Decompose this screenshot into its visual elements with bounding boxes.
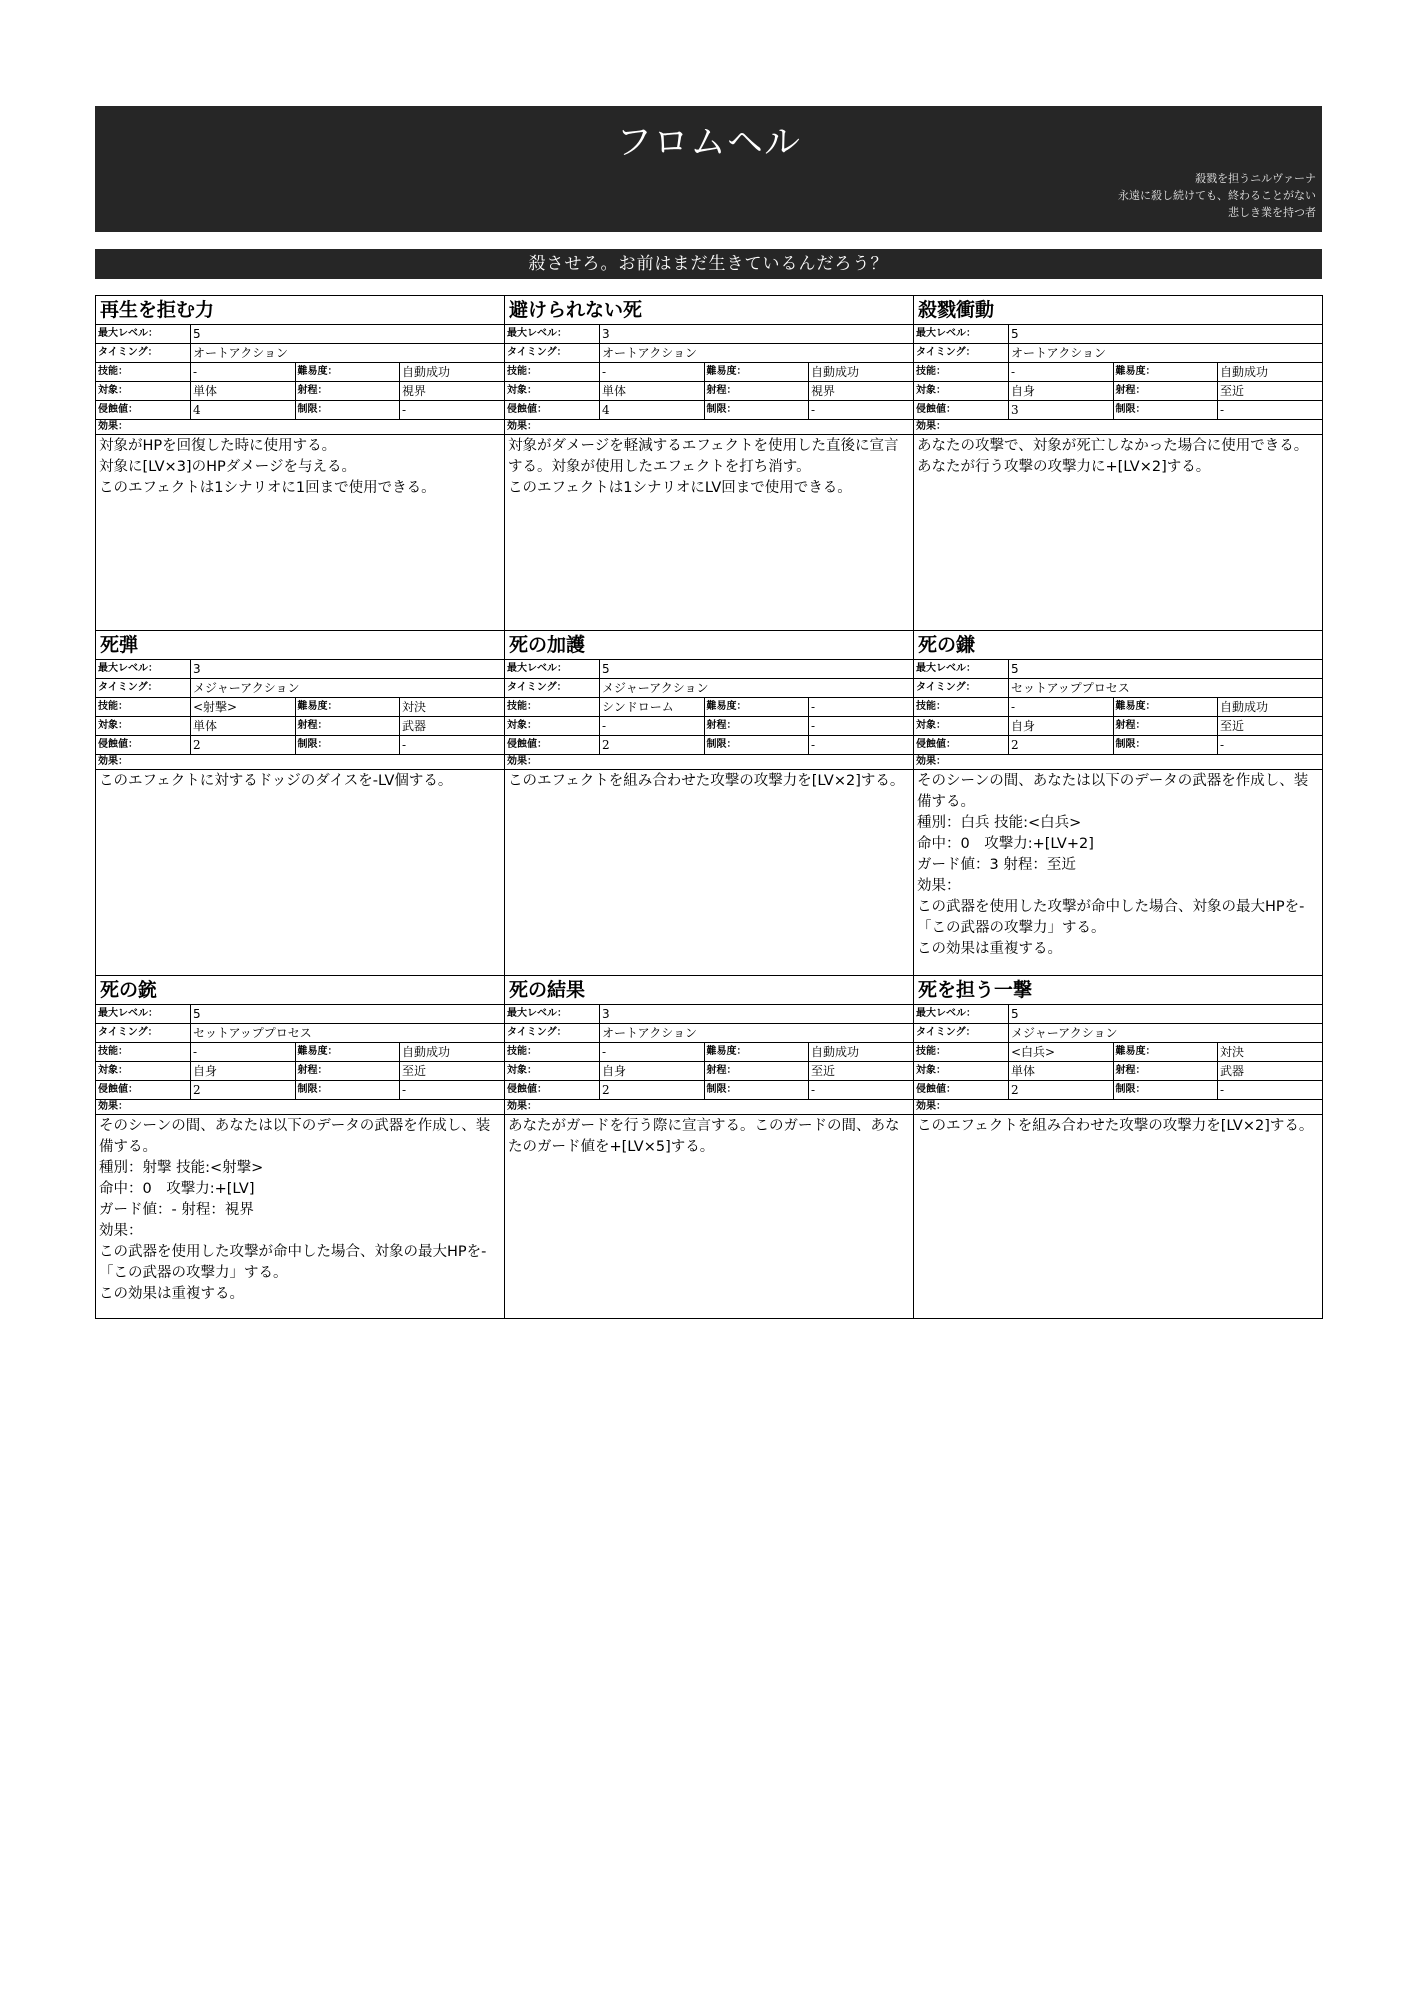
timing-value: メジャーアクション bbox=[600, 679, 914, 698]
range-label: 射程： bbox=[704, 717, 809, 736]
target-value: 単体 bbox=[191, 382, 296, 401]
timing-label: タイミング： bbox=[505, 1024, 600, 1043]
limit-label: 制限： bbox=[295, 1081, 400, 1100]
skill-label: 技能： bbox=[914, 698, 1009, 717]
range-value: 武器 bbox=[1218, 1062, 1323, 1081]
target-label: 対象： bbox=[505, 717, 600, 736]
skill-label: 技能： bbox=[505, 363, 600, 382]
skill-value: - bbox=[1009, 698, 1114, 717]
timing-label: タイミング： bbox=[914, 679, 1009, 698]
difficulty-value: 自動成功 bbox=[400, 363, 505, 382]
difficulty-label: 難易度： bbox=[295, 363, 400, 382]
effect-line: このエフェクトは1シナリオにLV回まで使用できる。 bbox=[508, 480, 852, 496]
effect-label: 効果： bbox=[914, 420, 1322, 435]
limit-value: - bbox=[400, 1081, 505, 1100]
max-level-value: 5 bbox=[191, 1005, 505, 1024]
timing-value: オートアクション bbox=[191, 344, 505, 363]
effect-line: 効果： bbox=[917, 878, 961, 894]
erosion-label: 侵蝕値： bbox=[505, 1081, 600, 1100]
effect-label: 効果： bbox=[505, 420, 913, 435]
effect-card bbox=[96, 631, 505, 976]
skill-label: 技能： bbox=[914, 1043, 1009, 1062]
erosion-value: 2 bbox=[191, 1081, 296, 1100]
erosion-value: 4 bbox=[600, 401, 705, 420]
range-value: - bbox=[809, 717, 914, 736]
effect-text bbox=[96, 770, 504, 975]
effect-name: 死を担う一撃 bbox=[914, 976, 1322, 1005]
effect-fields bbox=[505, 660, 913, 755]
target-label: 対象： bbox=[96, 382, 191, 401]
range-value: 視界 bbox=[809, 382, 914, 401]
target-value: 単体 bbox=[600, 382, 705, 401]
timing-value: メジャーアクション bbox=[191, 679, 505, 698]
effects-row bbox=[96, 631, 1323, 976]
effects-row bbox=[96, 296, 1323, 631]
effect-line: このエフェクトを組み合わせた攻撃の攻撃力を[LV×2]する。 bbox=[917, 1118, 1314, 1134]
erosion-label: 侵蝕値： bbox=[96, 1081, 191, 1100]
effect-name: 死の鎌 bbox=[914, 631, 1322, 660]
timing-value: オートアクション bbox=[1009, 344, 1323, 363]
skill-value: <白兵> bbox=[1009, 1043, 1114, 1062]
timing-label: タイミング： bbox=[96, 679, 191, 698]
skill-label: 技能： bbox=[505, 698, 600, 717]
timing-label: タイミング： bbox=[505, 344, 600, 363]
effect-card bbox=[505, 976, 914, 1319]
effect-line: 効果： bbox=[99, 1223, 143, 1239]
target-value: 自身 bbox=[1009, 717, 1114, 736]
range-value: 至近 bbox=[1218, 717, 1323, 736]
effect-fields bbox=[914, 325, 1322, 420]
effect-text bbox=[505, 1115, 913, 1318]
effect-text bbox=[96, 1115, 504, 1318]
effect-text bbox=[914, 1115, 1322, 1318]
max-level-label: 最大レベル： bbox=[96, 325, 191, 344]
difficulty-label: 難易度： bbox=[704, 1043, 809, 1062]
effect-line: 対象がHPを回復した時に使用する。 bbox=[99, 438, 337, 454]
subtitle-line: 殺戮を担うニルヴァーナ bbox=[1195, 172, 1316, 185]
timing-label: タイミング： bbox=[505, 679, 600, 698]
erosion-label: 侵蝕値： bbox=[505, 401, 600, 420]
range-label: 射程： bbox=[1113, 717, 1218, 736]
effect-label: 効果： bbox=[505, 1100, 913, 1115]
difficulty-label: 難易度： bbox=[1113, 1043, 1218, 1062]
difficulty-label: 難易度： bbox=[704, 363, 809, 382]
effect-line: 命中：0 攻撃力:+[LV+2] bbox=[917, 836, 1094, 852]
skill-value: - bbox=[191, 363, 296, 382]
effect-fields bbox=[505, 1005, 913, 1100]
limit-label: 制限： bbox=[704, 1081, 809, 1100]
max-level-value: 5 bbox=[1009, 1005, 1323, 1024]
effect-line: 対象に[LV×3]のHPダメージを与える。 bbox=[99, 459, 356, 475]
effect-line: このエフェクトを組み合わせた攻撃の攻撃力を[LV×2]する。 bbox=[508, 773, 905, 789]
max-level-value: 3 bbox=[600, 1005, 914, 1024]
effect-fields bbox=[914, 660, 1322, 755]
effect-line: 種別：白兵 技能:<白兵> bbox=[917, 815, 1082, 831]
max-level-value: 5 bbox=[600, 660, 914, 679]
max-level-label: 最大レベル： bbox=[914, 1005, 1009, 1024]
limit-label: 制限： bbox=[704, 736, 809, 755]
range-label: 射程： bbox=[1113, 382, 1218, 401]
subtitle-line: 悲しき業を持つ者 bbox=[1228, 206, 1316, 219]
target-label: 対象： bbox=[505, 382, 600, 401]
difficulty-value: 自動成功 bbox=[400, 1043, 505, 1062]
effect-card bbox=[914, 976, 1323, 1319]
target-label: 対象： bbox=[914, 1062, 1009, 1081]
difficulty-label: 難易度： bbox=[704, 698, 809, 717]
effect-line: この効果は重複する。 bbox=[99, 1286, 244, 1302]
max-level-label: 最大レベル： bbox=[505, 1005, 600, 1024]
range-value: 至近 bbox=[1218, 382, 1323, 401]
effect-line: 命中：0 攻撃力:+[LV] bbox=[99, 1181, 255, 1197]
skill-label: 技能： bbox=[96, 698, 191, 717]
effect-fields bbox=[914, 1005, 1322, 1100]
erosion-value: 4 bbox=[191, 401, 296, 420]
effect-fields bbox=[505, 325, 913, 420]
effect-line: そのシーンの間、あなたは以下のデータの武器を作成し、装備する。 bbox=[99, 1118, 491, 1155]
erosion-value: 2 bbox=[1009, 1081, 1114, 1100]
range-label: 射程： bbox=[295, 1062, 400, 1081]
skill-label: 技能： bbox=[914, 363, 1009, 382]
max-level-value: 5 bbox=[1009, 325, 1323, 344]
max-level-value: 3 bbox=[600, 325, 914, 344]
target-value: 単体 bbox=[1009, 1062, 1114, 1081]
limit-value: - bbox=[809, 1081, 914, 1100]
max-level-label: 最大レベル： bbox=[505, 325, 600, 344]
erosion-label: 侵蝕値： bbox=[96, 736, 191, 755]
effect-card bbox=[914, 296, 1323, 631]
effect-name: 死弾 bbox=[96, 631, 504, 660]
range-label: 射程： bbox=[295, 382, 400, 401]
effect-line: 種別：射撃 技能:<射撃> bbox=[99, 1160, 264, 1176]
erosion-label: 侵蝕値： bbox=[914, 736, 1009, 755]
target-value: - bbox=[600, 717, 705, 736]
timing-value: メジャーアクション bbox=[1009, 1024, 1323, 1043]
effect-line: あなたの攻撃で、対象が死亡しなかった場合に使用できる。あなたが行う攻撃の攻撃力に+[LV×2]する。 bbox=[917, 438, 1309, 475]
target-label: 対象： bbox=[914, 382, 1009, 401]
max-level-label: 最大レベル： bbox=[914, 325, 1009, 344]
header-subtitle bbox=[1118, 170, 1316, 221]
target-value: 単体 bbox=[191, 717, 296, 736]
target-value: 自身 bbox=[600, 1062, 705, 1081]
timing-value: セットアッププロセス bbox=[1009, 679, 1323, 698]
difficulty-value: 対決 bbox=[1218, 1043, 1323, 1062]
subtitle-line: 永遠に殺し続けても、終わることがない bbox=[1118, 189, 1316, 202]
difficulty-value: 自動成功 bbox=[1218, 698, 1323, 717]
erosion-value: 2 bbox=[1009, 736, 1114, 755]
effect-fields bbox=[96, 1005, 504, 1100]
timing-value: オートアクション bbox=[600, 344, 914, 363]
skill-label: 技能： bbox=[96, 1043, 191, 1062]
effect-line: ガード値：3 射程：至近 bbox=[917, 857, 1076, 873]
effect-line: この武器を使用した攻撃が命中した場合、対象の最大HPを-「この武器の攻撃力」する。 bbox=[99, 1244, 487, 1281]
effect-name: 死の銃 bbox=[96, 976, 504, 1005]
difficulty-label: 難易度： bbox=[295, 698, 400, 717]
skill-value: - bbox=[191, 1043, 296, 1062]
effect-line: 対象がダメージを軽減するエフェクトを使用した直後に宣言する。対象が使用したエフェクトを打ち消す。 bbox=[508, 438, 899, 475]
timing-label: タイミング： bbox=[914, 1024, 1009, 1043]
tagline-banner: 殺させろ。お前はまだ生きているんだろう？ bbox=[95, 249, 1322, 279]
effect-name: 再生を拒む力 bbox=[96, 296, 504, 325]
limit-value: - bbox=[1218, 1081, 1323, 1100]
limit-label: 制限： bbox=[295, 401, 400, 420]
effect-fields bbox=[96, 660, 504, 755]
range-value: 視界 bbox=[400, 382, 505, 401]
range-value: 至近 bbox=[809, 1062, 914, 1081]
erosion-label: 侵蝕値： bbox=[96, 401, 191, 420]
effect-label: 効果： bbox=[914, 1100, 1322, 1115]
max-level-value: 5 bbox=[191, 325, 505, 344]
effect-card bbox=[96, 296, 505, 631]
erosion-value: 2 bbox=[191, 736, 296, 755]
effect-line: そのシーンの間、あなたは以下のデータの武器を作成し、装備する。 bbox=[917, 773, 1309, 810]
target-value: 自身 bbox=[1009, 382, 1114, 401]
effects-row bbox=[96, 976, 1323, 1319]
effect-name: 死の結果 bbox=[505, 976, 913, 1005]
limit-value: - bbox=[1218, 401, 1323, 420]
limit-label: 制限： bbox=[1113, 736, 1218, 755]
page-title: フロムヘル bbox=[615, 122, 801, 163]
range-value: 武器 bbox=[400, 717, 505, 736]
skill-value: シンドローム bbox=[600, 698, 705, 717]
effect-line: このエフェクトに対するドッジのダイスを-LV個する。 bbox=[99, 773, 453, 789]
effect-name: 避けられない死 bbox=[505, 296, 913, 325]
max-level-label: 最大レベル： bbox=[96, 660, 191, 679]
difficulty-label: 難易度： bbox=[295, 1043, 400, 1062]
effect-label: 効果： bbox=[96, 420, 504, 435]
effect-label: 効果： bbox=[914, 755, 1322, 770]
difficulty-value: 自動成功 bbox=[1218, 363, 1323, 382]
erosion-label: 侵蝕値： bbox=[914, 401, 1009, 420]
skill-value: - bbox=[1009, 363, 1114, 382]
effect-line: ガード値：- 射程：視界 bbox=[99, 1202, 254, 1218]
effect-text bbox=[505, 770, 913, 975]
range-label: 射程： bbox=[704, 382, 809, 401]
effect-name: 殺戮衝動 bbox=[914, 296, 1322, 325]
effect-label: 効果： bbox=[96, 755, 504, 770]
target-label: 対象： bbox=[96, 1062, 191, 1081]
limit-value: - bbox=[809, 401, 914, 420]
limit-label: 制限： bbox=[295, 736, 400, 755]
effect-line: このエフェクトは1シナリオに1回まで使用できる。 bbox=[99, 480, 436, 496]
target-label: 対象： bbox=[914, 717, 1009, 736]
difficulty-label: 難易度： bbox=[1113, 698, 1218, 717]
skill-value: - bbox=[600, 1043, 705, 1062]
limit-value: - bbox=[400, 401, 505, 420]
max-level-label: 最大レベル： bbox=[914, 660, 1009, 679]
effect-text bbox=[505, 435, 913, 630]
range-value: 至近 bbox=[400, 1062, 505, 1081]
timing-label: タイミング： bbox=[96, 1024, 191, 1043]
erosion-value: 3 bbox=[1009, 401, 1114, 420]
range-label: 射程： bbox=[704, 1062, 809, 1081]
max-level-value: 3 bbox=[191, 660, 505, 679]
effect-fields bbox=[96, 325, 504, 420]
difficulty-value: 自動成功 bbox=[809, 363, 914, 382]
difficulty-value: - bbox=[809, 698, 914, 717]
max-level-value: 5 bbox=[1009, 660, 1323, 679]
difficulty-label: 難易度： bbox=[1113, 363, 1218, 382]
limit-value: - bbox=[400, 736, 505, 755]
skill-value: <射撃> bbox=[191, 698, 296, 717]
target-label: 対象： bbox=[96, 717, 191, 736]
limit-value: - bbox=[1218, 736, 1323, 755]
timing-value: セットアッププロセス bbox=[191, 1024, 505, 1043]
erosion-label: 侵蝕値： bbox=[505, 736, 600, 755]
effect-label: 効果： bbox=[505, 755, 913, 770]
effect-line: あなたがガードを行う際に宣言する。このガードの間、あなたのガード値を+[LV×5]する。 bbox=[508, 1118, 900, 1155]
effect-card bbox=[914, 631, 1323, 976]
limit-value: - bbox=[809, 736, 914, 755]
effects-grid bbox=[95, 295, 1323, 1319]
effect-line: この効果は重複する。 bbox=[917, 941, 1062, 957]
range-label: 射程： bbox=[295, 717, 400, 736]
skill-value: - bbox=[600, 363, 705, 382]
difficulty-value: 自動成功 bbox=[809, 1043, 914, 1062]
effect-text bbox=[914, 435, 1322, 630]
erosion-label: 侵蝕値： bbox=[914, 1081, 1009, 1100]
limit-label: 制限： bbox=[704, 401, 809, 420]
effect-card bbox=[505, 631, 914, 976]
max-level-label: 最大レベル： bbox=[96, 1005, 191, 1024]
skill-label: 技能： bbox=[96, 363, 191, 382]
effect-card bbox=[96, 976, 505, 1319]
effect-text bbox=[914, 770, 1322, 975]
max-level-label: 最大レベル： bbox=[505, 660, 600, 679]
effect-card bbox=[505, 296, 914, 631]
effect-name: 死の加護 bbox=[505, 631, 913, 660]
target-label: 対象： bbox=[505, 1062, 600, 1081]
limit-label: 制限： bbox=[1113, 401, 1218, 420]
target-value: 自身 bbox=[191, 1062, 296, 1081]
range-label: 射程： bbox=[1113, 1062, 1218, 1081]
timing-value: オートアクション bbox=[600, 1024, 914, 1043]
effect-line: この武器を使用した攻撃が命中した場合、対象の最大HPを-「この武器の攻撃力」する。 bbox=[917, 899, 1305, 936]
timing-label: タイミング： bbox=[96, 344, 191, 363]
page-header bbox=[95, 106, 1322, 232]
limit-label: 制限： bbox=[1113, 1081, 1218, 1100]
effect-label: 効果： bbox=[96, 1100, 504, 1115]
timing-label: タイミング： bbox=[914, 344, 1009, 363]
skill-label: 技能： bbox=[505, 1043, 600, 1062]
erosion-value: 2 bbox=[600, 1081, 705, 1100]
difficulty-value: 対決 bbox=[400, 698, 505, 717]
erosion-value: 2 bbox=[600, 736, 705, 755]
effect-text bbox=[96, 435, 504, 630]
